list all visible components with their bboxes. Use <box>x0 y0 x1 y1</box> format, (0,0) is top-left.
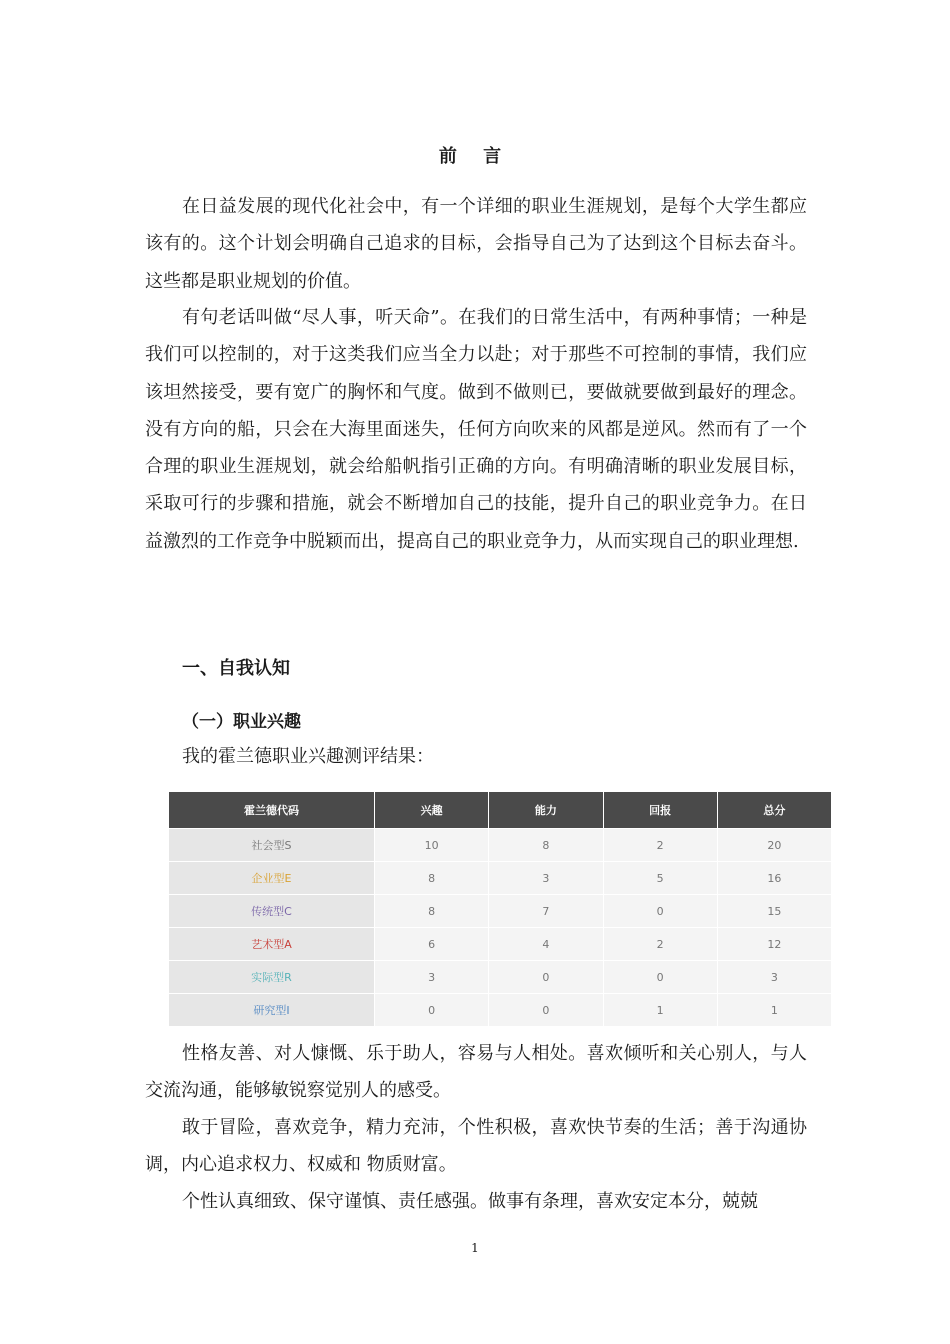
reward-cell: 0 <box>604 961 717 993</box>
page-title: 前 言 <box>438 146 512 167</box>
reward-cell: 2 <box>604 928 717 960</box>
page-number: 1 <box>471 1241 479 1255</box>
reward-cell: 0 <box>604 895 717 927</box>
header-interest: 兴趣 <box>375 792 488 828</box>
reward-cell: 1 <box>604 994 717 1026</box>
preface-paragraph-1: 在日益发展的现代化社会中，有一个详细的职业生涯规划，是每个大学生都应该有的。这个计划会明确自己追求的目标，会指导自己为了达到这个目标去奋斗。这些都是职业规划的价值。 <box>145 196 807 292</box>
reward-cell: 5 <box>604 862 717 894</box>
subsection-heading-career-interest: （一）职业兴趣 <box>182 712 301 732</box>
header-total: 总分 <box>718 792 831 828</box>
interest-cell: 3 <box>375 961 488 993</box>
type-cell: 研究型I <box>169 994 374 1026</box>
ability-cell: 0 <box>489 994 602 1026</box>
header-holland-code: 霍兰德代码 <box>169 792 374 828</box>
type-cell: 企业型E <box>169 862 374 894</box>
total-cell: 1 <box>718 994 831 1026</box>
conventional-type-description: 个性认真细致、保守谨慎、责任感强。做事有条理，喜欢安定本分，兢兢 <box>182 1191 758 1212</box>
section-heading-self-awareness: 一、自我认知 <box>182 658 290 679</box>
ability-cell: 7 <box>489 895 602 927</box>
table-row <box>169 961 831 993</box>
table-row <box>169 829 831 861</box>
reward-cell: 2 <box>604 829 717 861</box>
table-row <box>169 862 831 894</box>
total-cell: 15 <box>718 895 831 927</box>
table-row <box>169 928 831 960</box>
header-reward: 回报 <box>604 792 717 828</box>
total-cell: 3 <box>718 961 831 993</box>
table-row <box>169 895 831 927</box>
type-cell: 实际型R <box>169 961 374 993</box>
table-row <box>169 994 831 1026</box>
interest-cell: 0 <box>375 994 488 1026</box>
type-cell: 艺术型A <box>169 928 374 960</box>
ability-cell: 0 <box>489 961 602 993</box>
interest-cell: 6 <box>375 928 488 960</box>
enterprising-type-description: 敢于冒险，喜欢竞争，精力充沛，个性积极，喜欢快节奏的生活；善于沟通协调，内心追求权力、权威和 物质财富。 <box>145 1117 807 1176</box>
header-ability: 能力 <box>489 792 602 828</box>
total-cell: 16 <box>718 862 831 894</box>
social-type-description: 性格友善、对人慷慨、乐于助人，容易与人相处。喜欢倾听和关心别人，与人交流沟通，能够敏锐察觉别人的感受。 <box>145 1043 807 1102</box>
interest-cell: 10 <box>375 829 488 861</box>
ability-cell: 8 <box>489 829 602 861</box>
holland-intro-text: 我的霍兰德职业兴趣测评结果： <box>182 746 434 767</box>
preface-paragraph-2: 有句老话叫做“尽人事，听天命”。在我们的日常生活中，有两种事情；一种是我们可以控制的，对于这类我们应当全力以赴；对于那些不可控制的事情，我们应该坦然接受，要有宽广的胸怀和气度。做到不做则已，要做就要做到最好的理念。没有方向的船，只会在大海里面迷失，任何方向吹来的风都是逆风。然而有了一个合理的职业生涯规划，就会给船帆指引正确的方向。有明确清晰的职业发展目标，采取可行的步骤和措施，就会不断增加自己的技能，提升自己的职业竞争力。在日益激烈的工作竞争中脱颖而出，提高自己的职业竞争力，从而实现自己的职业理想. <box>145 307 807 552</box>
interest-cell: 8 <box>375 862 488 894</box>
table-header-row <box>169 792 831 828</box>
ability-cell: 3 <box>489 862 602 894</box>
holland-results-table <box>168 791 832 1027</box>
type-cell: 社会型S <box>169 829 374 861</box>
interest-cell: 8 <box>375 895 488 927</box>
type-cell: 传统型C <box>169 895 374 927</box>
ability-cell: 4 <box>489 928 602 960</box>
total-cell: 12 <box>718 928 831 960</box>
total-cell: 20 <box>718 829 831 861</box>
